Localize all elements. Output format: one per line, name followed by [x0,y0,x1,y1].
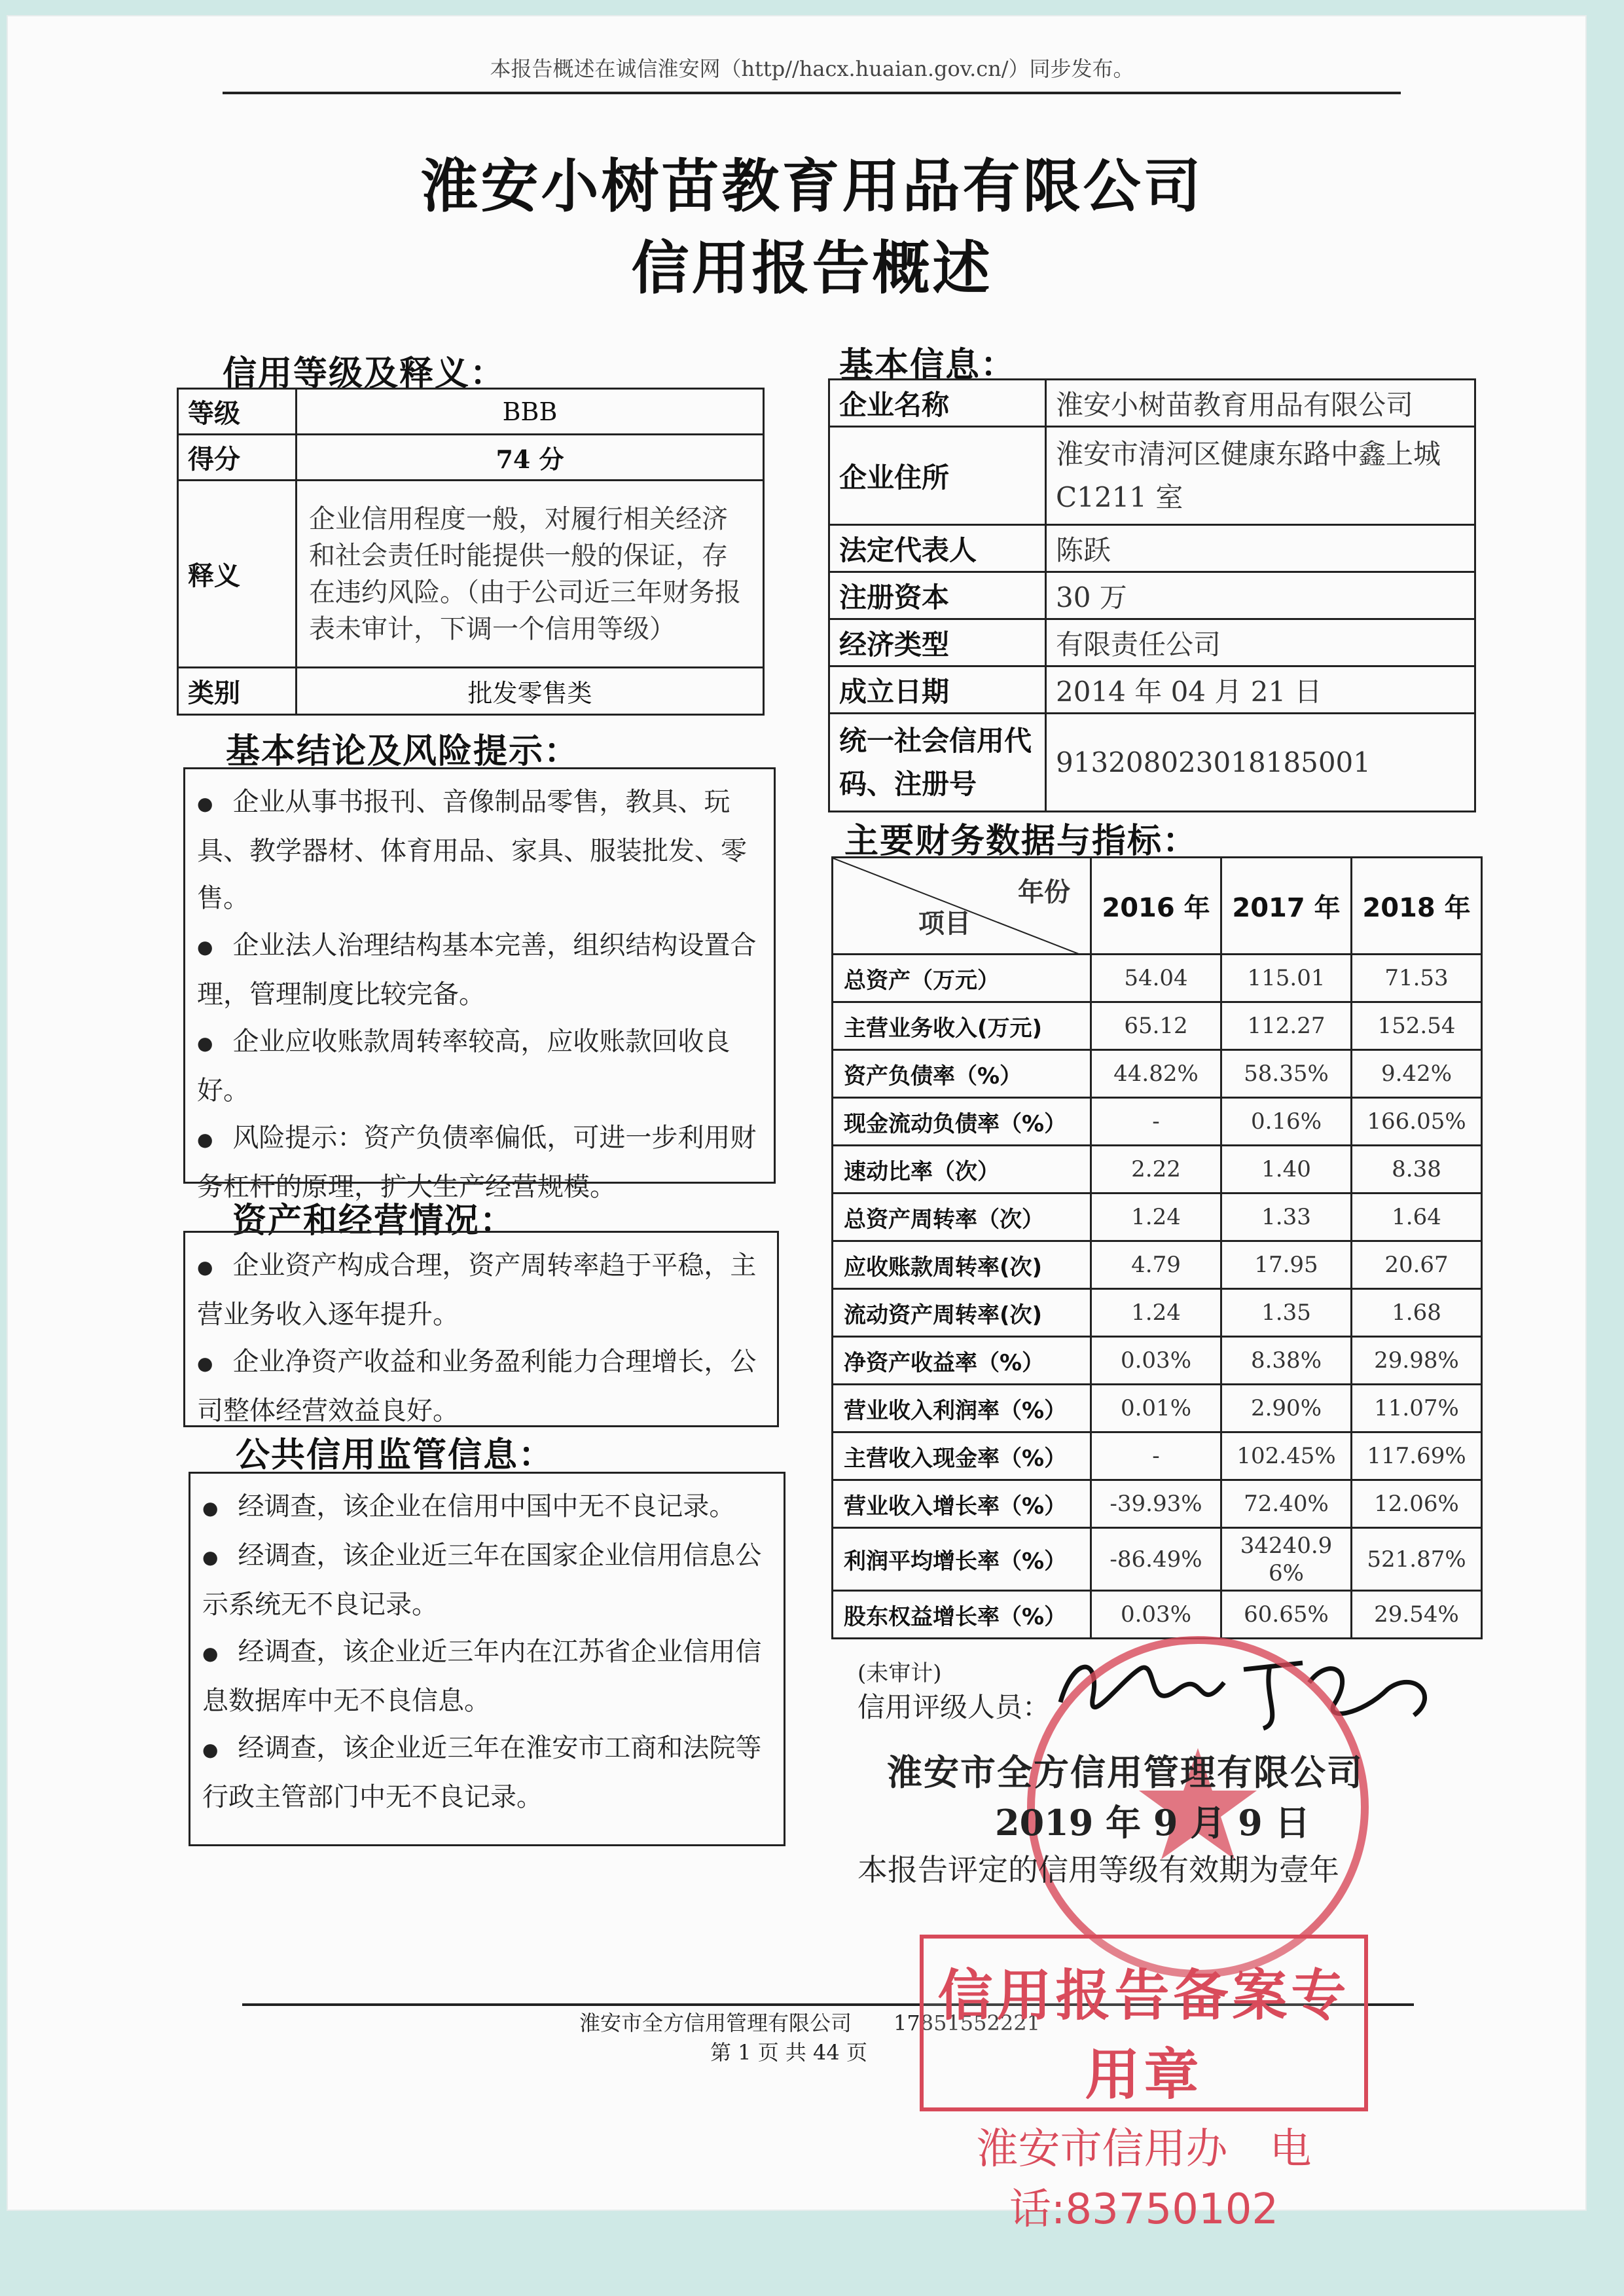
metric-value: -39.93% [1091,1480,1221,1528]
metric-value: 117.69% [1352,1432,1482,1480]
metric-value: 521.87% [1352,1528,1482,1591]
metric-value: 17.95 [1221,1241,1352,1289]
issuer-name: 淮安市全方信用管理有限公司 [887,1752,1363,1793]
table-row [833,1289,1482,1337]
metric-value: 1.68 [1352,1289,1482,1337]
score-label: 得分 [178,435,297,481]
table-row [833,1480,1482,1528]
metric-value: 29.98% [1352,1337,1482,1385]
metric-value: 8.38 [1352,1146,1482,1194]
list-item: ● 经调查，该企业近三年在淮安市工商和法院等行政主管部门中无不良记录。 [202,1733,762,1812]
category-value: 批发零售类 [297,668,764,715]
basic-label: 注册资本 [829,572,1046,619]
metric-value: 4.79 [1091,1241,1221,1289]
bullet-icon: ● [202,1497,219,1519]
table-row [833,1528,1482,1591]
filing-stamp-contact: 淮安市信用办 电话:83750102 [976,2125,1312,2234]
grade-label: 等级 [178,389,297,435]
finance-heading: 主要财务数据与指标： [844,822,1199,861]
list-item: ● 经调查，该企业近三年在国家企业信用信息公示系统无不良记录。 [202,1540,762,1620]
metric-value: 0.16% [1221,1098,1352,1146]
list-item: ● 风险提示：资产负债率偏低，可进一步利用财务杠杆的原理，扩大生产经营规模。 [197,1123,757,1202]
bullet-icon: ● [202,1739,219,1760]
year-header: 2017 年 [1221,858,1352,955]
metric-value: 115.01 [1221,955,1352,1002]
metric-label: 营业收入利润率（%） [833,1385,1091,1432]
footer-company: 淮安市全方信用管理有限公司 17851552221 [579,2011,1040,2035]
score-value: 74 分 [297,435,764,481]
metric-label: 利润平均增长率（%） [833,1528,1091,1591]
metric-value: 12.06% [1352,1480,1482,1528]
grade-value: BBB [297,389,764,435]
bullet-icon: ● [197,1032,213,1054]
metric-value: 65.12 [1091,1002,1221,1050]
basic-value: 淮安小树苗教育用品有限公司 [1046,380,1475,427]
year-header: 2016 年 [1091,858,1221,955]
metric-value: 152.54 [1352,1002,1482,1050]
public-box [189,1472,785,1846]
conclusion-heading: 基本结论及风险提示： [226,732,580,771]
assets-box [183,1231,779,1427]
metric-value: - [1091,1098,1221,1146]
metric-value: 71.53 [1352,955,1482,1002]
header-note: 本报告概述在诚信淮安网（http//hacx.huaian.gov.cn/）同步发布。 [490,56,1134,81]
basic-label: 企业名称 [829,380,1046,427]
basic-heading: 基本信息： [839,346,1017,385]
basic-label: 成立日期 [829,666,1046,714]
table-row [833,1194,1482,1241]
table-row [833,1002,1482,1050]
list-item: ● 企业应收账款周转率较高，应收账款回收良好。 [197,1027,731,1106]
document-title-report: 信用报告概述 [631,234,993,302]
metric-value: 1.35 [1221,1289,1352,1337]
category-label: 类别 [178,668,297,715]
validity-note: 本报告评定的信用等级有效期为壹年 [857,1852,1339,1887]
unaudited-note: (未审计) [857,1660,942,1686]
metric-value: 0.03% [1091,1337,1221,1385]
metric-value: 0.03% [1091,1591,1221,1639]
table-row [833,1050,1482,1098]
metric-label: 总资产周转率（次） [833,1194,1091,1241]
metric-value: 44.82% [1091,1050,1221,1098]
metric-value: 8.38% [1221,1337,1352,1385]
metric-value: 102.45% [1221,1432,1352,1480]
table-row [833,1146,1482,1194]
metric-value: 1.40 [1221,1146,1352,1194]
rating-heading: 信用等级及释义： [223,354,506,393]
table-row [833,1385,1482,1432]
metric-label: 应收账款周转率(次) [833,1241,1091,1289]
basic-label: 经济类型 [829,619,1046,666]
metric-value: 1.24 [1091,1194,1221,1241]
metric-label: 主营收入现金率（%） [833,1432,1091,1480]
metric-label: 速动比率（次） [833,1146,1091,1194]
table-row [833,1241,1482,1289]
header-rule [223,92,1401,94]
document-title-company: 淮安小树苗教育用品有限公司 [420,153,1204,220]
basic-value: 有限责任公司 [1046,619,1475,666]
basic-label: 企业住所 [829,427,1046,525]
metric-value: 58.35% [1221,1050,1352,1098]
metric-value: 1.64 [1352,1194,1482,1241]
basic-value: 淮安市清河区健康东路中鑫上城C1211 室 [1046,427,1475,525]
metric-value: 166.05% [1352,1098,1482,1146]
conclusion-box [183,767,776,1202]
filing-stamp-title: 信用报告备案专用章 [937,1963,1350,2107]
metric-value: 11.07% [1352,1385,1482,1432]
rater-label: 信用评级人员： [857,1691,1051,1723]
basic-value: 30 万 [1046,572,1475,619]
metric-value: 54.04 [1091,955,1221,1002]
bullet-icon: ● [202,1643,219,1664]
bullet-icon: ● [197,793,213,814]
table-row [833,1098,1482,1146]
metric-label: 总资产（万元） [833,955,1091,1002]
bullet-icon: ● [202,1546,219,1568]
metric-value: -86.49% [1091,1528,1221,1591]
table-row [833,1432,1482,1480]
table-corner-cell [833,858,1091,955]
table-row [833,1337,1482,1385]
bullet-icon: ● [197,1129,213,1150]
metric-value: 2.22 [1091,1146,1221,1194]
basic-label: 法定代表人 [829,525,1046,572]
metric-label: 净资产收益率（%） [833,1337,1091,1385]
metric-label: 流动资产周转率(次) [833,1289,1091,1337]
metric-value: 112.27 [1221,1002,1352,1050]
basic-label: 统一社会信用代码、注册号 [829,714,1046,812]
list-item: ● 企业资产构成合理，资产周转率趋于平稳，主营业务收入逐年提升。 [197,1250,757,1330]
corner-item-label: 项目 [918,909,971,939]
explain-label: 释义 [178,481,297,668]
metric-label: 营业收入增长率（%） [833,1480,1091,1528]
corner-year-label: 年份 [1018,877,1070,907]
metric-value: 2.90% [1221,1385,1352,1432]
bullet-icon: ● [197,936,213,958]
basic-value: 913208023018185001 [1046,714,1475,812]
metric-value: 1.33 [1221,1194,1352,1241]
metric-label: 资产负债率（%） [833,1050,1091,1098]
filing-stamp [920,1935,1368,2234]
metric-value: 60.65% [1221,1591,1352,1639]
metric-value: 20.67 [1352,1241,1482,1289]
page-number: 第 1 页 共 44 页 [710,2040,867,2065]
metric-value: 34240.96% [1221,1528,1352,1591]
metric-value: 0.01% [1091,1385,1221,1432]
basic-value: 陈跃 [1046,525,1475,572]
basic-value: 2014 年 04 月 21 日 [1046,666,1475,714]
metric-value: 1.24 [1091,1289,1221,1337]
metric-value: 72.40% [1221,1480,1352,1528]
list-item: ● 经调查，该企业在信用中国中无不良记录。 [202,1491,736,1522]
basic-info-table [828,378,1476,812]
issue-date: 2019 年 9 月 9 日 [995,1802,1310,1844]
public-heading: 公共信用监管信息： [236,1436,554,1475]
rating-table [177,388,765,716]
metric-label: 股东权益增长率（%） [833,1591,1091,1639]
list-item: ● 企业法人治理结构基本完善，组织结构设置合理，管理制度比较完备。 [197,930,757,1010]
table-row [833,955,1482,1002]
list-item: ● 企业从事书报刊、音像制品零售，教具、玩具、教学器材、体育用品、家具、服装批发、零售。 [197,787,747,913]
bullet-icon: ● [197,1353,213,1374]
list-item: ● 企业净资产收益和业务盈利能力合理增长，公司整体经营效益良好。 [197,1347,757,1426]
bullet-icon: ● [197,1256,213,1278]
finance-table [831,856,1483,1639]
metric-label: 主营业务收入(万元) [833,1002,1091,1050]
year-header: 2018 年 [1352,858,1482,955]
list-item: ● 经调查，该企业近三年内在江苏省企业信用信息数据库中无不良信息。 [202,1637,762,1716]
metric-value: 9.42% [1352,1050,1482,1098]
metric-label: 现金流动负债率（%） [833,1098,1091,1146]
assets-heading: 资产和经营情况： [232,1201,516,1241]
explain-value: 企业信用程度一般，对履行相关经济和社会责任时能提供一般的保证，存在违约风险。（由于公司近三年财务报表未审计，下调一个信用等级） [297,481,764,668]
metric-value: - [1091,1432,1221,1480]
metric-value: 29.54% [1352,1591,1482,1639]
